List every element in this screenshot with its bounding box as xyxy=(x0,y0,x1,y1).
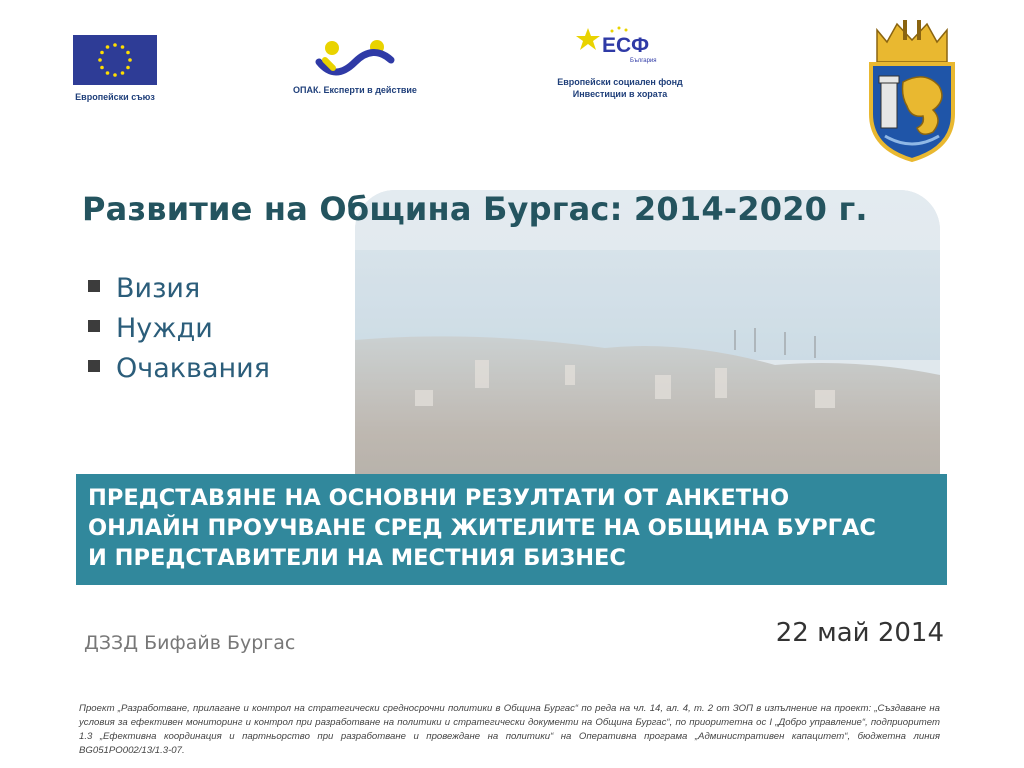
bullet-square-icon xyxy=(88,280,100,292)
list-item-label: Нужди xyxy=(116,312,213,344)
topic-list xyxy=(88,268,270,388)
esf-caption-line2: Инвестиции в хората xyxy=(572,89,668,99)
banner-line: ПРЕДСТАВЯНЕ НА ОСНОВНИ РЕЗУЛТАТИ ОТ АНКЕТНО xyxy=(88,485,790,511)
banner-line: ОНЛАЙН ПРОУЧВАНЕ СРЕД ЖИТЕЛИТЕ НА ОБЩИНА БУРГАС xyxy=(88,515,876,541)
list-item xyxy=(88,308,270,348)
eu-star-icon xyxy=(126,66,130,70)
opak-figures-icon xyxy=(315,38,395,80)
list-item-label: Визия xyxy=(116,272,201,304)
eu-star-icon xyxy=(100,51,104,55)
eu-star-icon xyxy=(121,45,125,49)
esf-logo xyxy=(540,22,700,100)
list-item xyxy=(88,268,270,308)
eu-star-icon xyxy=(121,71,125,75)
eu-star-icon xyxy=(106,45,110,49)
eu-star-icon xyxy=(100,66,104,70)
project-note: Проект „Разработване, прилагане и контрол на стратегически средносрочни политики в Община Бургас“ по реда на чл. 14, ал. 4, т. 2 от ЗОП в изпълнение на проект: „Създаване на условия за ефективен мониторинг и контрол при разработване на политики и стратегически документи на Община Бургас“, по приоритетна ос I „Добро управление“, подприоритет 1.3 „Ефективна координация и партньорство при разработване и провеждане на политики“ на Оперативна програма „Административен капацитет“, бюджетна линия BG051PO002/13/1.3-07. xyxy=(79,703,940,756)
esf-mark-subtext: България xyxy=(630,58,657,64)
list-item-label: Очаквания xyxy=(116,352,270,384)
presentation-date: 22 май 2014 xyxy=(775,618,944,648)
eu-logo xyxy=(60,35,170,103)
burgas-coat-of-arms-icon xyxy=(863,20,961,162)
esf-star-icon xyxy=(572,22,668,74)
esf-mark-text: ЕСФ xyxy=(602,34,650,57)
eu-caption: Европейски съюз xyxy=(75,92,155,102)
opak-caption: ОПАК. Експерти в действие xyxy=(293,85,417,95)
eu-flag-icon xyxy=(73,35,157,85)
eu-star-icon xyxy=(128,58,132,62)
subtitle-banner xyxy=(76,474,947,585)
burgas-coat-of-arms xyxy=(862,20,962,166)
eu-star-icon xyxy=(113,43,117,47)
list-item xyxy=(88,348,270,388)
bullet-square-icon xyxy=(88,320,100,332)
eu-star-icon xyxy=(98,58,102,62)
esf-caption-line1: Европейски социален фонд xyxy=(557,77,683,87)
organization-name: ДЗЗД Бифайв Бургас xyxy=(84,632,296,654)
bullet-square-icon xyxy=(88,360,100,372)
eu-star-icon xyxy=(106,71,110,75)
opak-logo xyxy=(280,38,430,96)
eu-star-icon xyxy=(126,51,130,55)
banner-line: И ПРЕДСТАВИТЕЛИ НА МЕСТНИЯ БИЗНЕС xyxy=(88,545,626,571)
eu-star-icon xyxy=(113,73,117,77)
page-title: Развитие на Община Бургас: 2014-2020 г. xyxy=(82,190,868,228)
